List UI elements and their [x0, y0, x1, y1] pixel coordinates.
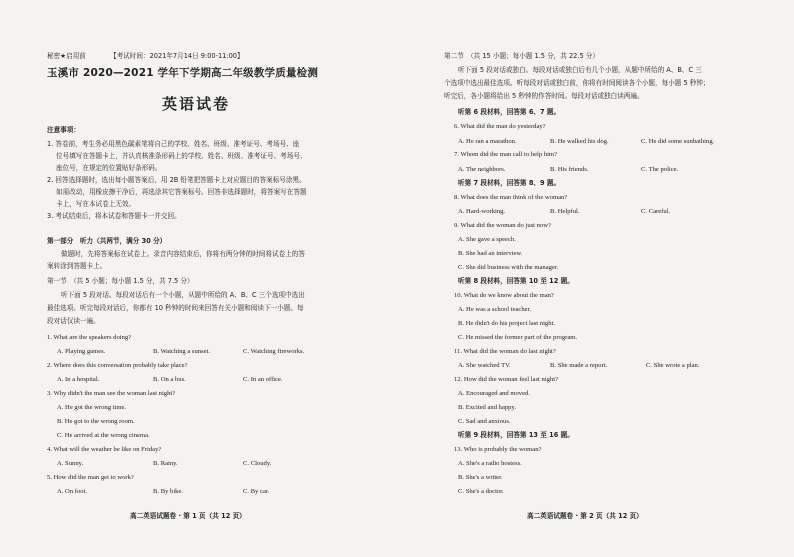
notice-line: 座位号，在规定的位置贴好条形码。 — [56, 164, 162, 172]
secret-label: 秘密★启用前 — [47, 52, 86, 60]
subject-title: 英语试卷 — [162, 95, 231, 113]
option-a: A. He ran a marathon. — [458, 138, 517, 145]
question-12: 12. How did the woman feel last night? — [454, 376, 559, 383]
option-b: B. On a bus. — [153, 376, 186, 383]
option-b: B. He walked his dog. — [550, 138, 609, 145]
option-b: B. By bike. — [153, 488, 184, 495]
notice-line: 位号填写在答题卡上，并认真核准条形码上的学校、姓名、班级、准考证号、考场号、 — [56, 152, 307, 160]
option-c: C. She did business with the manager. — [458, 264, 559, 271]
question-4: 4. What will the weather be like on Friday? — [47, 446, 162, 453]
question-6: 6. What did the man do yesterday? — [454, 123, 546, 130]
section1-heading: 第一节 （共 5 小题；每小题 1.5 分，共 7.5 分） — [47, 277, 194, 285]
notice-heading: 注意事项： — [47, 126, 80, 134]
section2-intro: 个选项中选出最佳选项。听每段对话或独白前，你将有时间阅读各个小题，每小题 5 秒钟； — [444, 79, 710, 87]
notice-line: 卡上，写在本试卷上无效。 — [56, 200, 136, 208]
section1-intro: 听下面 5 段对话。每段对话后有一个小题，从题中所给的 A、B、C 三个选项中选出 — [61, 291, 305, 299]
option-b: B. Helpful. — [550, 208, 580, 215]
material-heading: 听第 8 段材料，回答第 10 至 12 题。 — [458, 277, 574, 285]
option-b: B. Excited and happy. — [458, 404, 516, 411]
section1-intro: 段对话仅读一遍。 — [47, 317, 100, 325]
question-3: 3. Why didn't the man see the woman last night? — [47, 390, 176, 397]
question-10: 10. What do we know about the man? — [454, 292, 554, 299]
question-2: 2. Where does this conversation probably take place? — [47, 362, 188, 369]
page-footer: 高二英语试题卷 · 第 2 页（共 12 页） — [527, 512, 643, 520]
part1-heading: 第一部分 听力（共两节，满分 30 分） — [47, 237, 167, 245]
option-a: A. Playing games. — [57, 348, 106, 355]
section1-intro: 最佳选项。听完每段对话后，你都有 10 秒钟的时间来回答有关小题和阅读下一小题。每 — [47, 304, 304, 312]
option-a: A. In a hospital. — [57, 376, 100, 383]
notice-line: 3. 考试结束后，将本试卷和答题卡一并交回。 — [47, 212, 181, 220]
option-c: C. He did some sunbathing. — [641, 138, 715, 145]
option-b: B. She had an interview. — [458, 250, 523, 257]
option-c: C. He missed the former part of the program. — [458, 334, 578, 341]
option-c: C. The police. — [641, 166, 679, 173]
page-2 — [397, 0, 794, 557]
option-c: C. She's a doctor. — [458, 488, 504, 495]
option-a: A. Sunny. — [57, 460, 84, 467]
option-c: C. She wrote a plan. — [646, 362, 700, 369]
option-c: C. By car. — [243, 488, 270, 495]
material-heading: 听第 9 段材料，回答第 13 至 16 题。 — [458, 431, 574, 439]
option-a: A. She gave a speech. — [458, 236, 516, 243]
option-c: C. In an office. — [243, 376, 283, 383]
question-9: 9. What did the woman do just now? — [454, 222, 551, 229]
part1-intro: 案转涂到答题卡上。 — [47, 262, 107, 270]
option-a: A. She's a radio hostess. — [458, 460, 522, 467]
option-c: C. Careful. — [641, 208, 671, 215]
question-11: 11. What did the woman do last night? — [454, 348, 556, 355]
option-b: B. He didn't do his project last night. — [458, 320, 555, 327]
option-a: A. The neighbors. — [458, 166, 506, 173]
part1-intro: 做题时，先将答案标在试卷上。录音内容结束后，你将有两分钟的时间将试卷上的答 — [61, 250, 305, 258]
material-heading: 听第 7 段材料，回答第 8、9 题。 — [458, 179, 561, 187]
exam-title: 玉溪市 2020—2021 学年下学期高二年级教学质量检测 — [47, 67, 319, 79]
option-a: A. Hard-working. — [458, 208, 506, 215]
option-c: C. Sad and anxious. — [458, 418, 511, 425]
question-1: 1. What are the speakers doing? — [47, 334, 132, 341]
option-b: B. Watching a sunset. — [153, 348, 211, 355]
option-a: A. He was a school teacher. — [458, 306, 532, 313]
option-b: B. Rainy. — [153, 460, 178, 467]
option-c: C. Watching fireworks. — [243, 348, 305, 355]
question-13: 13. Who is probably the woman? — [454, 446, 542, 453]
option-b: B. She made a report. — [550, 362, 608, 369]
question-8: 8. What does the man think of the woman? — [454, 194, 568, 201]
section2-heading: 第二节 （共 15 小题；每小题 1.5 分，共 22.5 分） — [444, 52, 599, 60]
section2-intro: 听下面 5 段对话或独白。每段对话或独白后有几个小题，从题中所给的 A、B、C 三 — [458, 66, 702, 74]
exam-time: 【考试时间：2021年7月14日 9:00-11:00】 — [110, 52, 244, 60]
option-a: A. Encouraged and moved. — [458, 390, 530, 397]
question-5: 5. How did the man get to work? — [47, 474, 134, 481]
notice-line: 2. 回答选择题时，选出每小题答案后，用 2B 铅笔把答题卡上对应题目的答案标号涂黑。 — [47, 176, 306, 184]
option-a: A. He got the wrong time. — [57, 404, 127, 411]
notice-line: 1. 答卷前，考生务必用黑色碳素笔将自己的学校、姓名、班级、准考证号、考场号、座 — [47, 140, 300, 148]
option-b: B. His friends. — [550, 166, 589, 173]
option-c: C. Cloudy. — [243, 460, 272, 467]
option-a: A. On foot. — [57, 488, 88, 495]
notice-line: 如需改动，用橡皮擦干净后，再选涂其它答案标号。回答非选择题时，将答案写在答题 — [56, 188, 307, 196]
option-b: B. He got to the wrong room. — [57, 418, 135, 425]
material-heading: 听第 6 段材料，回答第 6、7 题。 — [458, 108, 561, 116]
section2-intro: 听完后，各小题将给出 5 秒钟的作答时间。每段对话或独白读两遍。 — [444, 92, 644, 100]
option-b: B. She's a writer. — [458, 474, 503, 481]
option-c: C. He arrived at the wrong cinema. — [57, 432, 150, 439]
option-a: A. She watched TV. — [458, 362, 511, 369]
question-7: 7. Whom did the man call to help him? — [454, 151, 557, 158]
page-footer: 高二英语试题卷 · 第 1 页（共 12 页） — [130, 512, 246, 520]
